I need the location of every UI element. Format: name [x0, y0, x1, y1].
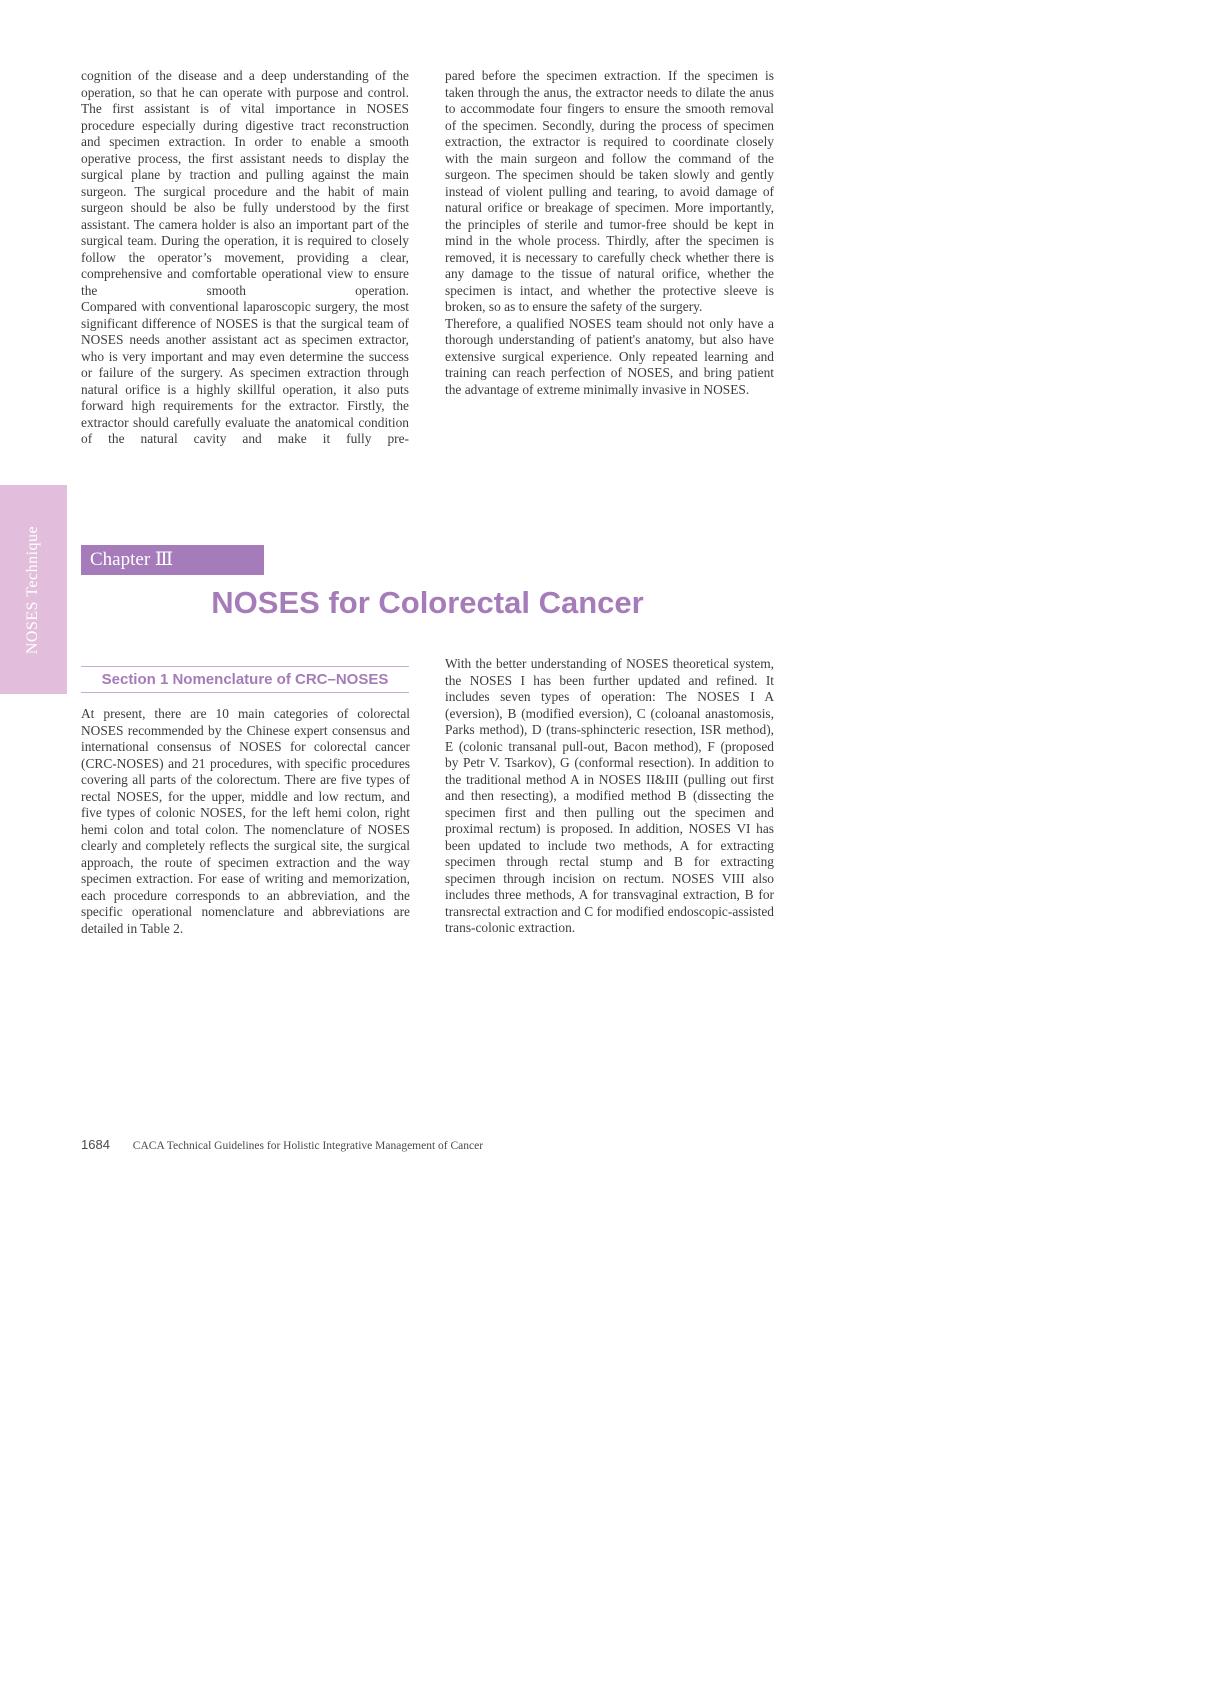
- section-right-column: [445, 656, 774, 937]
- page-number: 1684: [81, 1137, 110, 1152]
- page-footer: [81, 1137, 483, 1152]
- paragraph: cognition of the disease and a deep understanding of the operation, so that he can operate with purpose and control. The first assistant is of vital importance in NOSES procedure especially during digestive tract reconstruction and specimen extraction. In order to enable a smooth operative process, the first assistant needs to display the surgical plane by traction and pulling against the main surgeon. The surgical procedure and the habit of main surgeon should be also be fully understood by the first assistant. The camera holder is also an important part of the surgical team. During the operation, it is required to closely follow the operator’s movement, providing a clear, comprehensive and comfortable operational view to ensure the smooth operation.: [81, 68, 409, 298]
- paragraph: pared before the specimen extraction. If the specimen is taken through the anus, the extractor needs to dilate the anus to accommodate four fingers to ensure the smooth removal of the specimen. Secondly, during the process of specimen extraction, the extractor is required to coordinate closely with the main surgeon and follow the command of the surgeon. The specimen should be taken slowly and gently instead of violent pulling and tearing, to avoid damage of natural orifice or breakage of specimen. More importantly, the principles of sterile and tumor-free should be kept in mind in the whole process. Thirdly, after the specimen is removed, it is necessary to carefully check whether there is any damage to the tissue of natural orifice, whether the specimen is intact, and whether the protective sleeve is broken, so as to ensure the safety of the surgery.: [445, 68, 774, 314]
- side-tab: [0, 485, 67, 694]
- paragraph: With the better understanding of NOSES theoretical system, the NOSES I has been further updated and refined. It includes seven types of operation: The NOSES I A (eversion), B (modified eversion), C (coloanal anastomosis, Parks method), D (trans-sphincteric resection, ISR method), E (colonic transanal pull-out, Bacon method), F (proposed by Petr V. Tsarkov), G (conformal resection). In addition to the traditional method A in NOSES II&III (pulling out first and then resecting), a modified method B (dissecting the specimen first and then pulling out the specimen and proximal rectum) is proposed. In addition, NOSES VI has been updated to include two methods, A for extracting specimen through rectal stump and B for extracting specimen through incision on rectum. NOSES VIII also includes three methods, A for transvaginal extraction, B for transrectal extraction and C for modified endoscopic-assisted trans-colonic extraction.: [445, 656, 774, 935]
- paragraph: Compared with conventional laparoscopic surgery, the most significant difference of NOSES is that the surgical team of NOSES needs another assistant act as specimen extractor, who is very important and may even determine the success or failure of the surgery. As specimen extraction through natural orifice is a highly skillful operation, it also puts forward high requirements for the extractor. Firstly, the extractor should carefully evaluate the anatomical condition of the natural cavity and make it fully pre-: [81, 299, 409, 446]
- section-heading-text: Section 1 Nomenclature of CRC–NOSES: [101, 671, 389, 688]
- section-left-column: [81, 706, 410, 937]
- paragraph: At present, there are 10 main categories of colorectal NOSES recommended by the Chinese expert consensus and international consensus of NOSES for colorectal cancer (CRC-NOSES) and 21 procedures, with specific procedures covering all parts of the colorectum. There are five types of rectal NOSES, for the upper, middle and low rectum, and five types of colonic NOSES, for the left hemi colon, right hemi colon and total colon. The nomenclature of NOSES clearly and completely reflects the surgical site, the surgical approach, the route of specimen extraction and the way specimen extraction. For ease of writing and memorization, each procedure corresponds to an abbreviation, and the specific operational nomenclature and abbreviations are detailed in Table 2.: [81, 706, 410, 936]
- chapter-title: NOSES for Colorectal Cancer: [211, 585, 644, 620]
- paragraph: Therefore, a qualified NOSES team should not only have a thorough understanding of patient's anatomy, but also have extensive surgical experience. Only repeated learning and training can reach perfection of NOSES, and bring patient the advantage of extreme minimally invasive in NOSES.: [445, 315, 774, 397]
- running-title: CACA Technical Guidelines for Holistic Integrative Management of Cancer: [132, 1140, 484, 1152]
- side-tab-label: NOSES Technique: [24, 525, 42, 654]
- top-right-column: [445, 68, 774, 398]
- chapter-label: Chapter Ⅲ: [81, 545, 264, 575]
- section-heading: [81, 666, 409, 693]
- top-left-column: [81, 68, 409, 448]
